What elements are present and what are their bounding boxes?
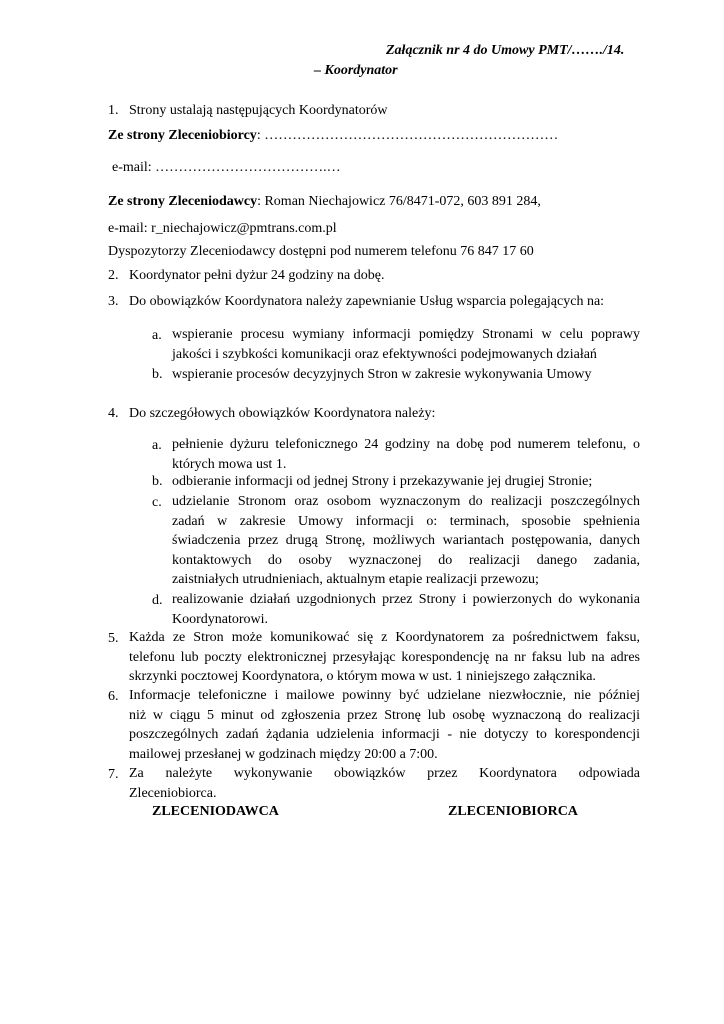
section-4a-text: pełnienie dyżuru telefonicznego 24 godziny na dobę pod numerem telefonu, o których mowa ust 1. xyxy=(172,437,640,472)
section-4a-letter: a. xyxy=(152,438,162,453)
section-2-number: 2. xyxy=(108,268,119,283)
section-3a-letter: a. xyxy=(152,328,162,343)
section-3-number: 3. xyxy=(108,294,119,309)
zleceniobiorca-value: : ……………………………………………………… xyxy=(256,128,559,143)
section-4-number: 4. xyxy=(108,406,119,421)
dyspozytorzy-text: Dyspozytorzy Zleceniodawcy dostępni pod numerem telefonu 76 847 17 60 xyxy=(108,244,534,259)
signature-zleceniodawca: ZLECENIODAWCA xyxy=(152,804,279,819)
section-1-text: Strony ustalają następujących Koordynatorów xyxy=(129,103,388,118)
section-5-text: Każda ze Stron może komunikować się z Koordynatorem za pośrednictwem faksu, telefonu lub poczty elektronicznej przesyłając korespondencję na nr faksu lub na adres skrzynki pocztowej Koordynatora, o którym mowa w ust. 1 niniejszego załącznika. xyxy=(129,630,640,684)
section-4c-text: udzielanie Stronom oraz osobom wyznaczonym do realizacji poszczególnych zadań w zakresie Umowy informacji o: terminach, sposobie spełnienia świadczenia przez drugą Stronę, możliwych wariantach postępowania, danych kontaktowych do osoby wyznaczonej do realizacji danego zadania, zaistniałych utrudnieniach, aktualnym etapie realizacji przewozu; xyxy=(172,494,640,587)
section-3b-text: wspieranie procesów decyzyjnych Stron w zakresie wykonywania Umowy xyxy=(172,367,592,382)
section-4d-letter: d. xyxy=(152,593,163,608)
section-4b-letter: b. xyxy=(152,474,163,489)
zleceniobiorca-line xyxy=(108,127,558,144)
section-4-text: Do szczegółowych obowiązków Koordynatora należy: xyxy=(129,406,436,421)
section-6-text: Informacje telefoniczne i mailowe powinny być udzielane niezwłocznie, nie później niż w ciągu 5 minut od zgłoszenia przez Stronę lub osobę wyznaczoną do realizacji poszczególnych zadań żądania udzielenia informacji - nie dotyczy to korespondencji mailowej przesłanej w godzinach między 20:00 a 7:00. xyxy=(129,688,640,762)
zleceniodawca-email: e-mail: r_niechajowicz@pmtrans.com.pl xyxy=(108,221,337,236)
zleceniodawca-label: Ze strony Zleceniodawcy xyxy=(108,194,258,209)
attachment-subtitle: – Koordynator xyxy=(314,63,398,78)
section-2-text: Koordynator pełni dyżur 24 godziny na dobę. xyxy=(129,268,385,283)
section-4c-letter: c. xyxy=(152,495,162,510)
section-4b-text: odbieranie informacji od jednej Strony i przekazywanie jej drugiej Stronie; xyxy=(172,474,593,489)
section-7-text: Za należyte wykonywanie obowiązków przez Koordynatora odpowiada Zleceniobiorca. xyxy=(129,766,640,801)
signature-zleceniobiorca: ZLECENIOBIORCA xyxy=(448,804,578,819)
section-5-number: 5. xyxy=(108,631,119,646)
zleceniodawca-line xyxy=(108,193,541,210)
section-3-text: Do obowiązków Koordynatora należy zapewnianie Usług wsparcia polegających na: xyxy=(129,294,605,309)
zleceniobiorca-label: Ze strony Zleceniobiorcy xyxy=(108,128,257,143)
section-3b-letter: b. xyxy=(152,367,163,382)
section-3a-text: wspieranie procesu wymiany informacji pomiędzy Stronami w celu poprawy jakości i szybkości komunikacji oraz efektywności podejmowanych działań xyxy=(172,327,640,362)
section-6-number: 6. xyxy=(108,689,119,704)
zleceniodawca-value: : Roman Niechajowicz 76/8471-072, 603 891 284, xyxy=(257,194,541,209)
section-7-number: 7. xyxy=(108,767,119,782)
zleceniobiorca-email: e-mail: ……………………………….… xyxy=(112,160,341,175)
section-4d-text: realizowanie działań uzgodnionych przez Strony i powierzonych do wykonania Koordynatorowi. xyxy=(172,592,640,627)
section-1-number: 1. xyxy=(108,103,119,118)
attachment-title: Załącznik nr 4 do Umowy PMT/……./14. xyxy=(386,43,625,58)
